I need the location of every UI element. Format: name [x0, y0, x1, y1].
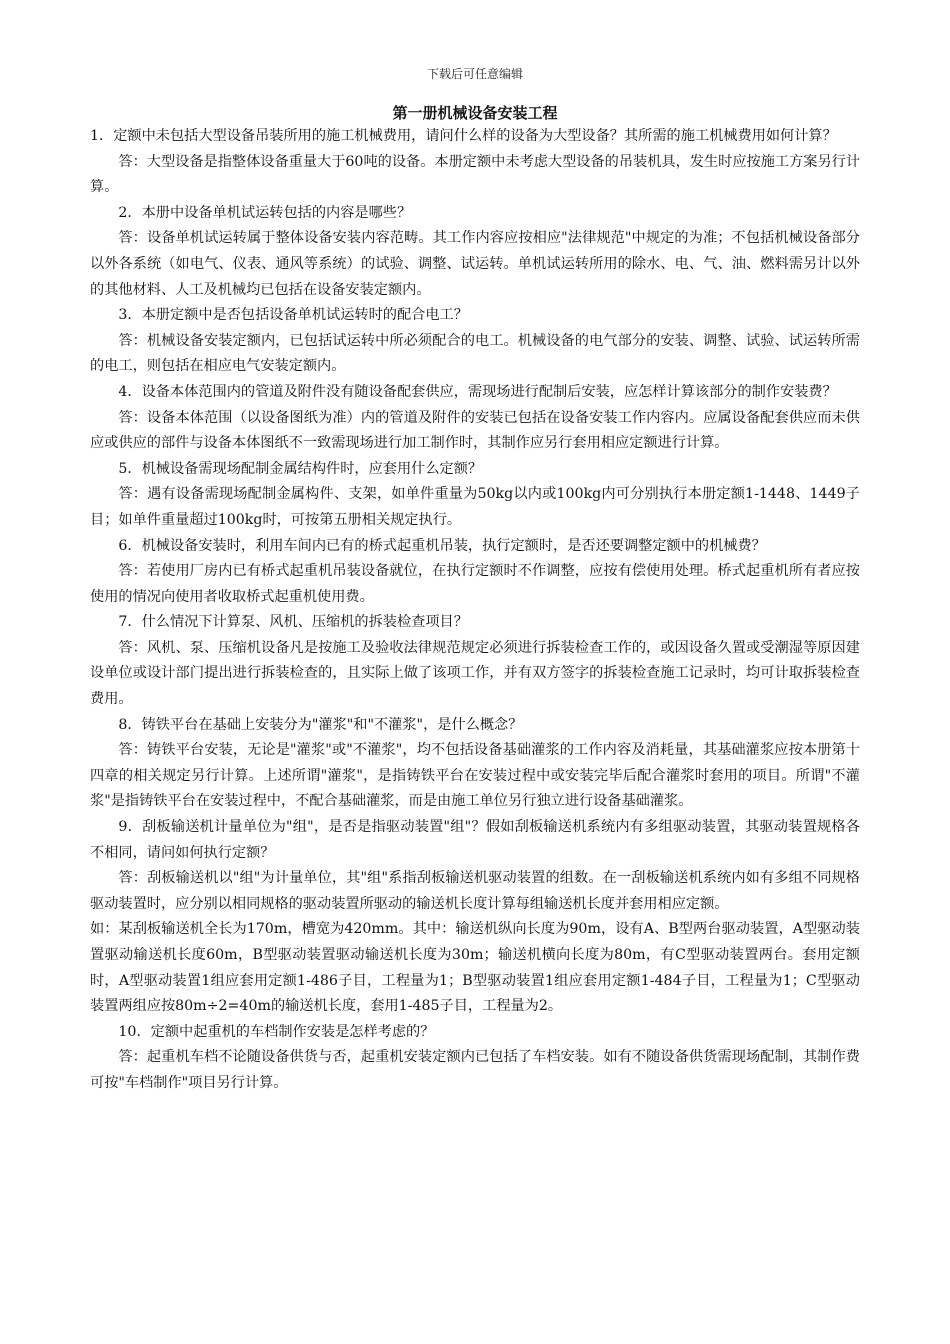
paragraph: 3．本册定额中是否包括设备单机试运转时的配合电工？ [118, 307, 468, 324]
page-header: 下载后可任意编辑 [426, 67, 523, 81]
paragraph: 10．定额中起重机的车档制作安装是怎样考虑的？ [118, 1023, 435, 1040]
paragraph: 7．什么情况下计算泵、风机、压缩机的拆装检查项目？ [118, 614, 468, 631]
paragraph: 答：设备单机试运转属于整体设备安装内容范畴。其工作内容应按相应"法律规范"中规定的为准；不包括机械设备部分以外各系统（如电气、仪表、通风等系统）的试验、调整、试运转。单机试运转所用的除水、电、气、油、燃料需另计以外的其他材料、人工及机械均已包括在设备安装定额内。 [90, 230, 860, 298]
paragraph: 8．铸铁平台在基础上安装分为"灌浆"和"不灌浆"，是什么概念？ [118, 716, 523, 733]
paragraph: 9．刮板输送机计量单位为"组"，是否是指驱动装置"组"？假如刮板输送机系统内有多组驱动装置，其驱动装置规格各不相同，请问如何执行定额？ [90, 819, 860, 861]
paragraph: 答：风机、泵、压缩机设备凡是按施工及验收法律规范规定必须进行拆装检查工作的，或因设备久置或受潮湿等原因建设单位或设计部门提出进行拆装检查的，且实际上做了该项工作，并有双方签字的拆装检查施工记录时，均可计取拆装检查费用。 [90, 639, 860, 708]
paragraph: 答：机械设备安装定额内，已包括试运转中所必须配合的电工。机械设备的电气部分的安装、调整、试验、试运转所需的电工，则包括在相应电气安装定额内。 [90, 332, 860, 375]
paragraph: 5．机械设备需现场配制金属结构件时，应套用什么定额？ [118, 460, 483, 477]
paragraph: 4．设备本体范围内的管道及附件没有随设备配套供应，需现场进行配制后安装，应怎样计算该部分的制作安装费？ [118, 383, 837, 400]
paragraph: 1．定额中未包括大型设备吊装所用的施工机械费用，请问什么样的设备为大型设备？其所需的施工机械费用如何计算？ [90, 128, 837, 144]
paragraph: 6．机械设备安装时，利用车间内已有的桥式起重机吊装，执行定额时，是否还要调整定额中的机械费？ [118, 537, 766, 554]
document-body [90, 124, 860, 1097]
paragraph: 答：起重机车档不论随设备供货与否，起重机安装定额内已包括了车档安装。如有不随设备供货需现场配制，其制作费可按"车档制作"项目另行计算。 [90, 1049, 860, 1091]
paragraph: 答：铸铁平台安装，无论是"灌浆"或"不灌浆"，均不包括设备基础灌浆的工作内容及消耗量，其基础灌浆应按本册第十四章的相关规定另行计算。上述所谓"灌浆"，是指铸铁平台在安装过程中或安装完毕后配合灌浆时套用的项目。所谓"不灌浆"是指铸铁平台在安装过程中，不配合基础灌浆，而是由施工单位另行独立进行设备基础灌浆。 [90, 742, 860, 810]
paragraph: 答：大型设备是指整体设备重量大于60吨的设备。本册定额中未考虑大型设备的吊装机具，发生时应按施工方案另行计算。 [90, 153, 861, 196]
paragraph: 2．本册中设备单机试运转包括的内容是哪些？ [118, 204, 412, 221]
paragraph: 如：某刮板输送机全长为170m，槽宽为420mm。其中：输送机纵向长度为90m，设有A、B型两台驱动装置，A型驱动装置驱动输送机长度60m，B型驱动装置驱动输送机长度为30m；输送机横向长度为80m，有C型驱动装置两台。套用定额时，A型驱动装置1组应套用定额1-486子目，工程量为1；B型驱动装置1组应套用定额1-484子目，工程量为1；C型驱动装置两组应按80m÷2=40m的输送机长度，套用1-485子目，工程量为2。 [90, 921, 860, 1015]
paragraph: 答：刮板输送机以"组"为计量单位，其"组"系指刮板输送机驱动装置的组数。在一刮板输送机系统内如有多组不同规格驱动装置时，应分别以相同规格的驱动装置所驱动的输送机长度计算每组输送机长度并套用相应定额。 [90, 870, 860, 912]
paragraph: 答：若使用厂房内已有桥式起重机吊装设备就位，在执行定额时不作调整，应按有偿使用处理。桥式起重机所有者应按使用的情况向使用者收取桥式起重机使用费。 [90, 563, 860, 605]
document-title: 第一册机械设备安装工程 [392, 104, 558, 122]
paragraph: 答：遇有设备需现场配制金属构件、支架，如单件重量为50kg以内或100kg内可分别执行本册定额1-1448、1449子目；如单件重量超过100kg时，可按第五册相关规定执行。 [90, 486, 860, 528]
paragraph: 答：设备本体范围（以设备图纸为准）内的管道及附件的安装已包括在设备安装工作内容内。应属设备配套供应而未供应或供应的部件与设备本体图纸不一致需现场进行加工制作时，其制作应另行套用相应定额进行计算。 [90, 409, 860, 452]
